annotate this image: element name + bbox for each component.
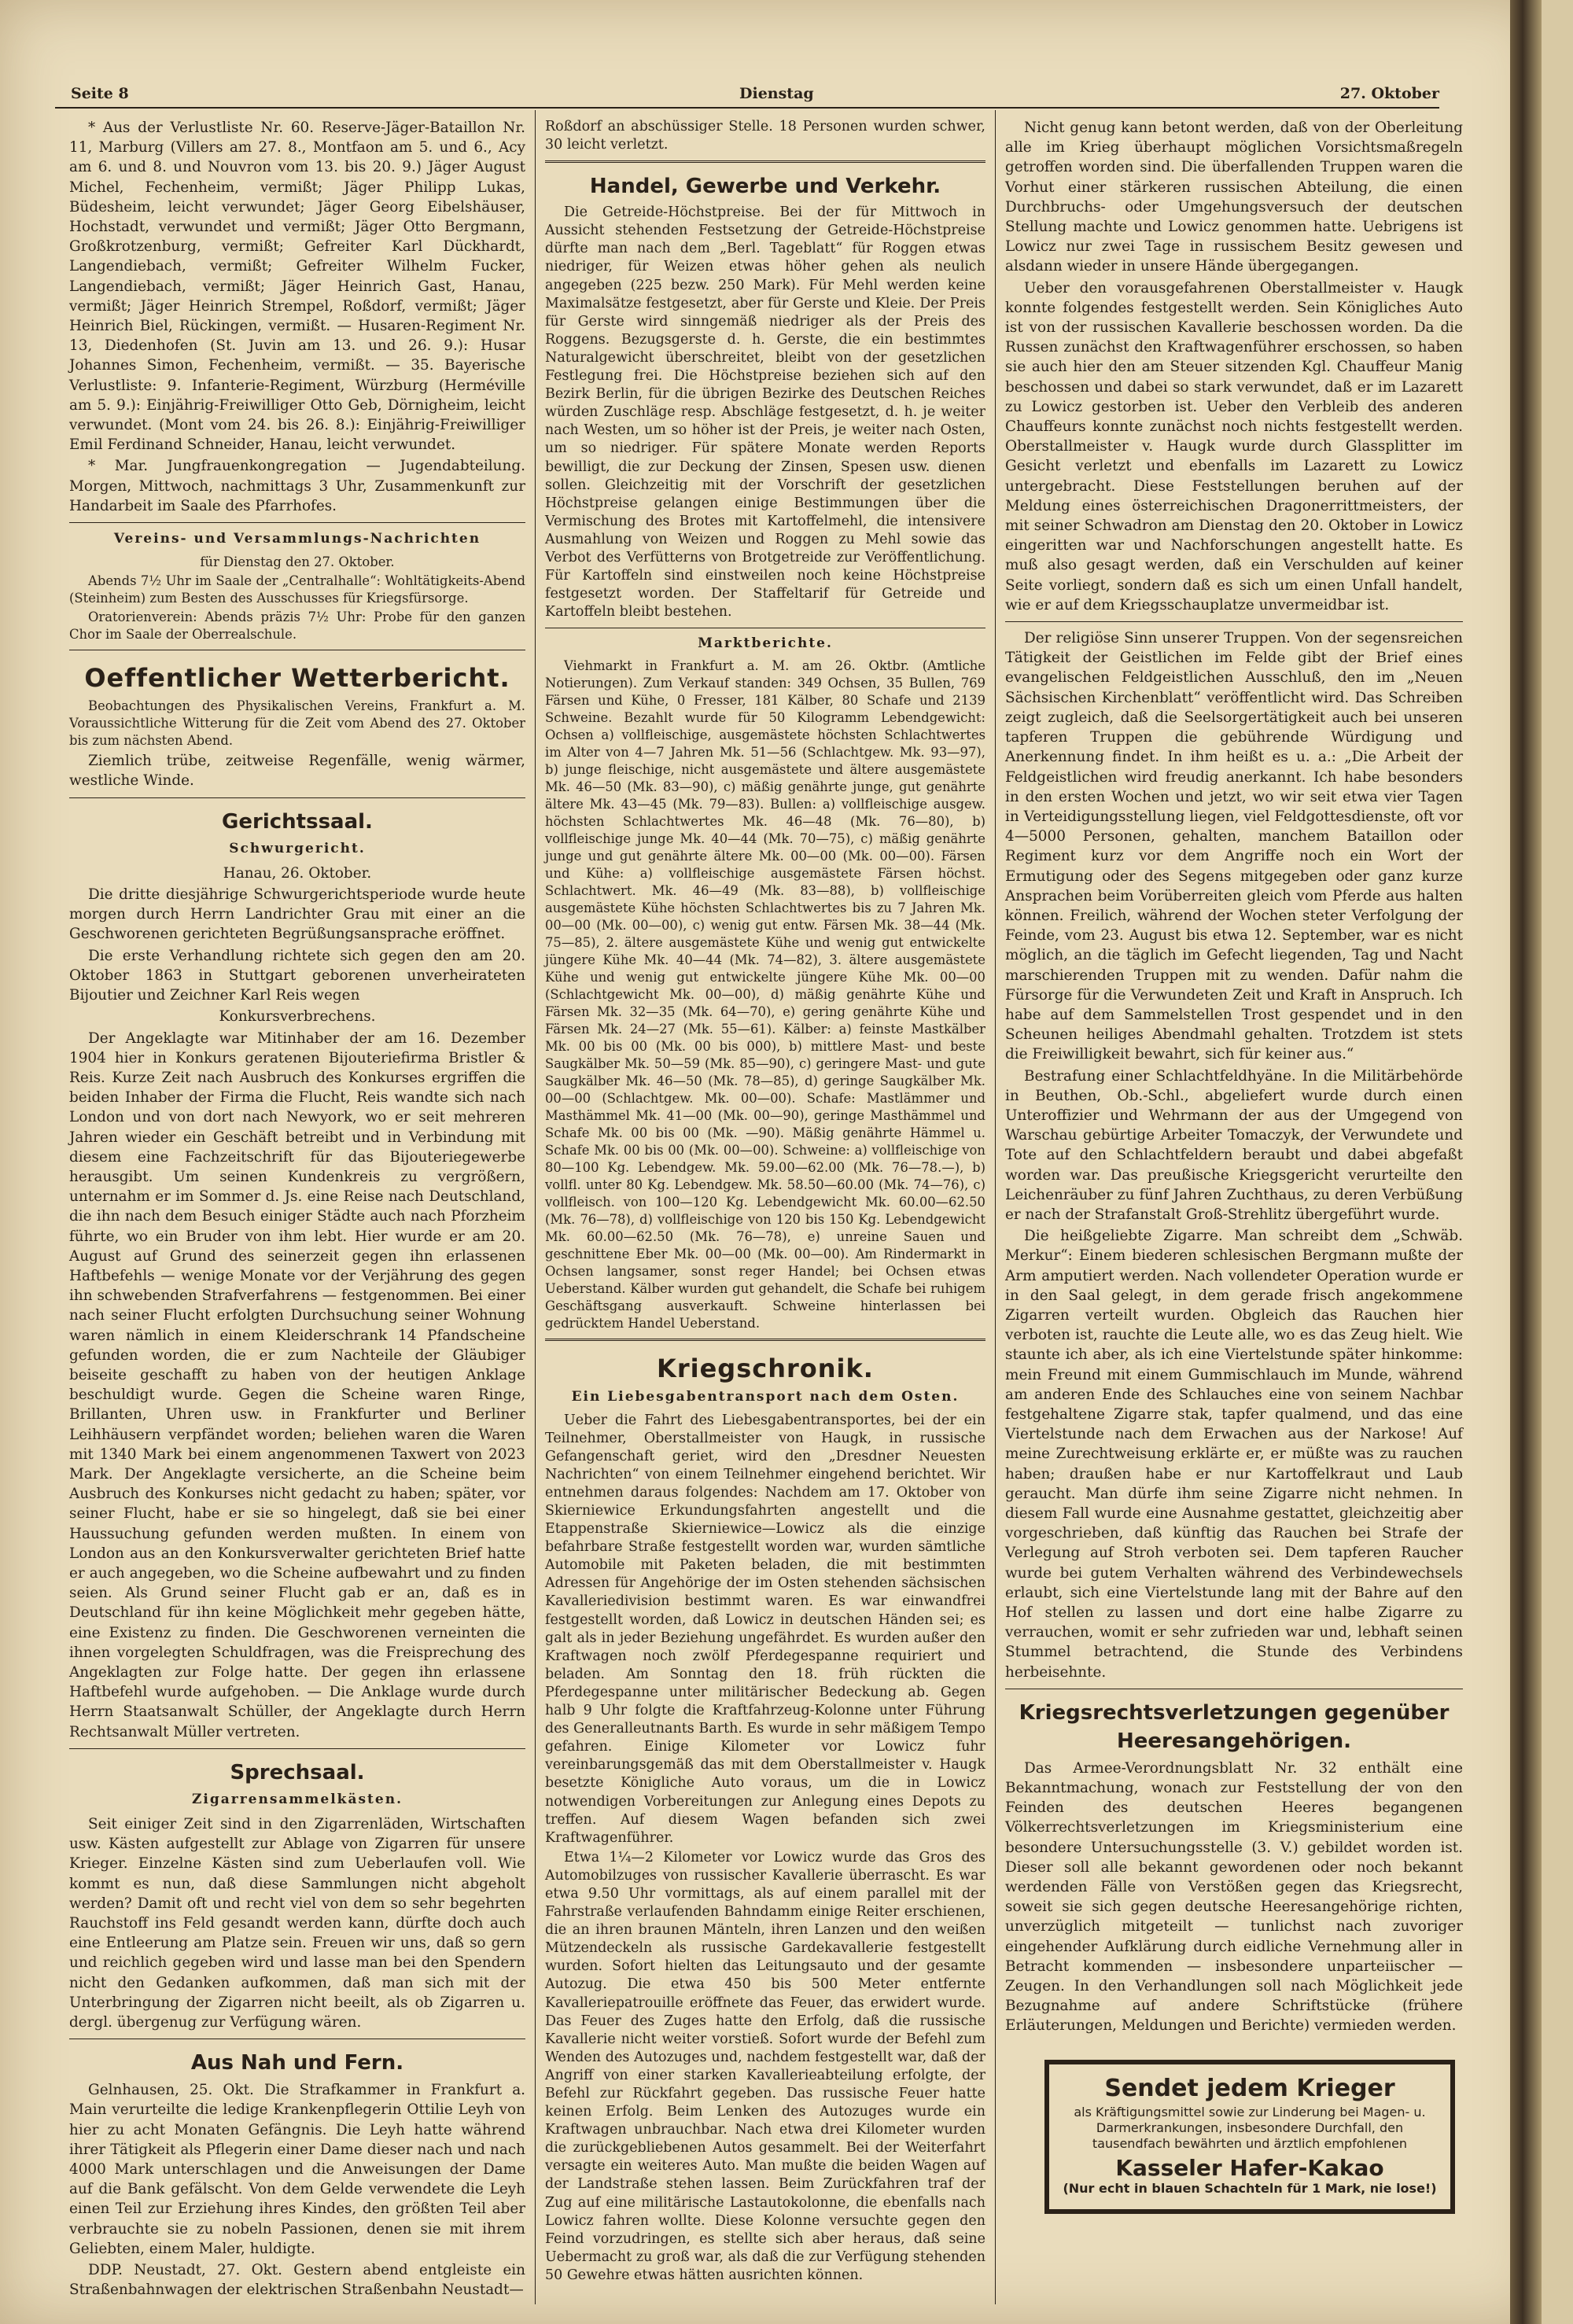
ad-title: Sendet jedem Krieger xyxy=(1104,2074,1395,2102)
gericht-dateline: Hanau, 26. Oktober. xyxy=(223,864,372,882)
column-rule-2 xyxy=(995,110,996,2304)
vereins-item-2: Oratorienverein: Abends präzis 7½ Uhr: Probe für den ganzen Chor im Saale der Oberrealschule. xyxy=(69,610,525,643)
column-2 xyxy=(545,118,985,2286)
gericht-charge: Konkursverbrechens. xyxy=(219,1008,376,1026)
col2-continuation: Roßdorf an abschüssiger Stelle. 18 Personen wurden schwer, 30 leicht verletzt. xyxy=(545,119,985,153)
nah-fern-para-2: DDP. Neustadt, 27. Okt. Gestern abend entgleiste ein Straßenbahnwagen der elektrischen Straßenbahn Neustadt— xyxy=(69,2262,525,2299)
wetter-intro: Beobachtungen des Physikalischen Vereins, Frankfurt a. M. Voraussichtliche Witterung für die Zeit vom Abend des 27. Oktober bis zum nächsten Abend. xyxy=(69,698,525,749)
verlustliste: * Aus der Verlustliste Nr. 60. Reserve-Jäger-Bataillon Nr. 11, Marburg (Villers am 27. 8., Montfaon am 5. und 6., Acy am 6. und 8. und Nouvron vom 13. bis 20. 9.) Jäger August Michel, Fechenheim, vermißt; Jäger Philipp Lukas, Büdesheim, leicht verwundet; Jäger Georg Eibelshäuser, Hochstadt, verwundet und vermißt; Jäger Otto Bergmann, Großkrotzenburg, vermißt; Gefreiter Karl Dückhardt, Langendiebach, vermißt; Gefreiter Wilhelm Fucker, Langendiebach, vermißt; Jäger Heinrich Gast, Hanau, vermißt; Jäger Heinrich Strempel, Roßdorf, vermißt; Jäger Heinrich Biel, Rückingen, vermißt. — Husaren-Regiment Nr. 13, Diedenhofen (St. Juvin am 13. und 26. 9.): Husar Johannes Simon, Fechenheim, vermißt. — 35. Bayerische Verlustliste: 9. Infanterie-Regiment, Würzburg (Herméville am 5. 9.): Einjährig-Freiwilliger Otto Geb, Dörnigheim, leicht verwundet. (Mont vom 24. bis 26. 8.): Einjährig-Freiwilliger Emil Ferdinand Schneider, Hanau, leicht verwundet. xyxy=(69,120,525,454)
column-1 xyxy=(69,118,525,2301)
kongregation-notice: * Mar. Jungfrauenkongregation — Jugendabteilung. Morgen, Mittwoch, nachmittags 3 Uhr, Zusammenkunft zur Handarbeit im Saale des Pfarrhofes. xyxy=(69,458,525,514)
divider xyxy=(69,797,525,798)
col3-continuation-2: Ueber den vorausgefahrenen Oberstallmeister v. Haugk konnte folgendes festgestellt werden. Sein Königliches Auto ist von der russischen Kavallerie beschossen worden. Da die Russen zunächst den Kraftwagenführer erschossen, so haben sie auch hier den am Steuer sitzenden Kgl. Chauffeur Manig beschossen und dabei so stark verwundet, daß er im Lazarett zu Lowicz gestorben ist. Ueber den Verbleib des anderen Chauffeurs konnte zunächst noch nichts festgestellt werden. Oberstallmeister v. Haugk wurde durch Glassplitter im Gesicht verletzt und ebenfalls im Lazarett zu Lowicz untergebracht. Diese Feststellungen beruhen auf der Meldung eines österreichischen Dragonerrittmeisters, der mit seiner Schwadron am Dienstag den 20. Oktober in Lowicz eingeritten war und Nachforschungen angestellt hatte. Es muß also gesagt werden, daß ein Verschulden auf keiner Seite vorliegt, sondern daß es sich um einen Unfall handelt, wie er auf dem Kriegsschauplatze unvermeidbar ist. xyxy=(1005,279,1463,613)
kriegschronik-subtitle: Ein Liebesgabentransport nach dem Osten. xyxy=(571,1389,960,1405)
religioeser-sinn: Der religiöse Sinn unserer Truppen. Von der segensreichen Tätigkeit der Geistlichen im Felde gibt der Brief eines evangelischen Feldgeistlichen Ausschluß, den im „Neuen Sächsischen Kirchenblatt“ veröffentlicht wird. Das Schreiben zeigt zugleich, daß die Seelsorgertätigkeit auch bei unseren tapferen Truppen die gebührende Würdigung und Anerkennung findet. In ihm heißt es u. a.: „Die Arbeit der Feldgeistlichen wird freudig anerkannt. Ich habe besonders in den ersten Wochen und jetzt, wo wir seit etwa vier Tagen in Verteidigungsstellung liegen, viel Feldgottesdienste, oft vor 4—5000 Personen, gehalten, manchem Bataillon oder Regiment kurz vor dem Angriffe noch ein Wort der Ermutigung oder des Segens mitgegeben oder ganz kurze Ansprachen beim Vorüberreiten gleich vom Pferde aus halten können. Freilich, während der Wochen steter Verfolgung der Feinde, vom 23. August bis etwa 12. September, war es nicht möglich, an die täglich im Gefecht liegenden, Tag und Nacht marschierenden Truppen mit zu wenden. Dafür nahm die Fürsorge für die Verwundeten Zeit und Kraft in Anspruch. Ich habe auf dem Sammelstellen Trost gespendet und in den Scheunen heiliges Abendmahl gehalten. Trotzdem ist stets die Freiwilligkeit bewahrt, sich für keiner aus.“ xyxy=(1005,630,1463,1063)
divider xyxy=(545,1339,985,1341)
sprechsaal-subtitle: Zigarrensammelkästen. xyxy=(191,1791,403,1807)
nah-fern-title: Aus Nah und Fern. xyxy=(190,2051,404,2075)
wetter-forecast: Ziemlich trübe, zeitweise Regenfälle, wenig wärmer, westliche Winde. xyxy=(69,753,525,790)
divider xyxy=(69,1748,525,1749)
gericht-para-2: Die erste Verhandlung richtete sich gegen den am 20. Oktober 1863 in Stuttgart geborenen unverheirateten Bijoutier und Zeichner Karl Reis wegen xyxy=(69,947,525,1004)
divider xyxy=(69,522,525,523)
nah-fern-para-1: Gelnhausen, 25. Okt. Die Strafkammer in Frankfurt a. Main verurteilte die ledige Krankenpflegerin Ottilie Leyh von hier zu acht Monaten Gefängnis. Die Leyh hatte während ihrer Tätigkeit als Pflegerin einer Dame dieser nach und nach 4000 Mark unterschlagen und die Anweisungen der Dame auf die Bank gefälscht. Von dem Gelde verwendete die Leyh einen Teil zur Erziehung ihres Kindes, den größten Teil aber verbrauchte sie zu nobeln Passionen, denen sie mit ihrem Geliebten, einem Maler, huldigte. xyxy=(69,2082,525,2257)
kriegsrecht-title: Kriegsrechtsverletzungen gegenüber Heeresangehörigen. xyxy=(1019,1700,1450,1753)
sprechsaal-title: Sprechsaal. xyxy=(230,1760,365,1784)
page-date: 27. Oktober xyxy=(1339,85,1439,102)
gericht-para-3: Der Angeklagte war Mitinhaber der am 16. Dezember 1904 hier in Konkurs geratenen Bijouteriefirma Bristler & Reis. Kurze Zeit nach Ausbruch des Konkurses ergriffen die beiden Inhaber der Firma die Flucht, Reis wandte sich nach London und von dort nach Newyork, wo er seit mehreren Jahren wieder ein Geschäft betreibt und in Verbindung mit diesem eine Fachzeitschrift für das Bijouteriegewerbe herausgibt. Um seinen Kundenkreis zu vergrößern, unternahm er im Sommer d. Js. eine Reise nach Deutschland, die ihn nach dem Besuch einiger Städte auch nach Pforzheim führte, wo ein Bruder von ihm lebt. Hier wurde er am 20. August auf Grund des seinerzeit gegen ihn erlassenen Haftbefehls — wenige Monate vor der Verjährung des gegen ihn schwebenden Strafverfahrens — festgenommen. Bei einer nach seiner Flucht erfolgten Durchsuchung seiner Wohnung waren nämlich in einem Kleiderschrank 14 Pfandscheine gefunden worden, die er zum Nachteile der Gläubiger beiseite geschafft zu haben von der heutigen Anklage beschuldigt wurde. Gegen die Scheine waren Ringe, Brillanten, Uhren usw. in Frankfurter und Berliner Leihhäusern verpfändet worden; beliehen waren die Waren mit 1340 Mark bei einem angenommenen Taxwert von 2023 Mark. Der Angeklagte versicherte, an die Scheine beim Ausbruch des Konkurses nicht gedacht zu haben; später, vor seiner Flucht, habe er sie so hingelegt, daß sie bei einer Haussuchung gefunden werden mußten. In einem von London aus an den Konkursverwalter gerichteten Brief hatte er auch angegeben, wo die Scheine aufbewahrt und zu finden seien. Als Grund seiner Flucht gab er an, daß es in Deutschland für ihn keine Möglichkeit mehr gegeben hätte, eine Existenz zu finden. Die Geschworenen verneinten die ihnen vorgelegten Schuldfragen, was die Freisprechung des Angeklagten zur Folge hatte. Der gegen ihn erlassene Haftbefehl wurde aufgehoben. — Die Anklage wurde durch Herrn Staatsanwalt Schüller, der Angeklagte durch Herrn Rechtsanwalt Müller vertreten. xyxy=(69,1029,525,1740)
gericht-para-1: Die dritte diesjährige Schwurgerichtsperiode wurde heute morgen durch Herrn Landrichter Grau mit einer an die Geschworenen gerichteten Begrüßungsansprache eröffnet. xyxy=(69,886,525,943)
page-edge-shadow xyxy=(1510,0,1542,2324)
ad-brand: Kasseler Hafer-Kakao xyxy=(1115,2154,1384,2181)
handel-title: Handel, Gewerbe und Verkehr. xyxy=(589,175,941,199)
divider xyxy=(1005,621,1463,622)
col3-continuation-1: Nicht genug kann betont werden, daß von der Oberleitung alle im Krieg überhaupt möglichen Vorsichtsmaßregeln getroffen worden sind. Die überfallenden Truppen waren die Vorhut einer stärkeren russischen Abteilung, die einen Durchbruchs- oder Umgehungsversuch der deutschen Stellung machte und Lowicz genommen hatte. Uebrigens ist Lowicz nur zwei Tage in russischem Besitz gewesen und alsdann wieder in unsere Hände übergegangen. xyxy=(1005,120,1463,275)
kriegschronik-para-2: Etwa 1¼—2 Kilometer vor Lowicz wurde das Gros des Automobilzuges von russischer Kavallerie überrascht. Es war etwa 9.50 Uhr vormittags, als auf einem parallel mit der Fahrstraße verlaufenden Bahndamm einige Reiter erschienen, die an ihren braunen Mänteln, ihren Lanzen und den weißen Mützendeckeln als russische Gardekavallerie festgestellt wurden. Sofort hielten das Leitungsauto und der gesamte Autozug. Die etwa 450 bis 500 Meter entfernte Kavalleriepatrouille eröffnete das Feuer, das erwidert wurde. Das Feuer des Zuges hatte den Erfolg, daß die russische Kavallerie nicht weiter vorstieß. Sofort wurde der Befehl zum Wenden des Autozuges und, nachdem festgestellt war, daß der Angriff von einer starken Kavallerieabteilung erfolgte, der Befehl zur Rückfahrt gegeben. Das russische Feuer hatte keinen Erfolg. Beim Lenken des Autozuges wurde ein Kraftwagen unbrauchbar. Nach etwa drei Kilometer wurden die zurückgebliebenen Autos gesammelt. Bei der Weiterfahrt versagte ein weiteres Auto. Man mußte die beiden Wagen auf der Landstraße stehen lassen. Beim Zurückfahren traf der Zug auf eine militärische Lastautokolonne, die ebenfalls nach Lowicz fahren wollte. Diese Kolonne versuchte gegen den Feind vorzudringen, es stellte sich aber heraus, daß seine Uebermacht zu groß war, als daß die zur Verfügung stehenden 50 Gewehre etwas hätten ausrichten können. xyxy=(545,1849,985,2283)
ad-note: (Nur echt in blauen Schachteln für 1 Mark, nie lose!) xyxy=(1063,2181,1437,2197)
vereins-item-1: Abends 7½ Uhr im Saale der „Centralhalle“: Wohltätigkeits-Abend (Steinheim) zum Besten des Ausschusses für Kriegsfürsorge. xyxy=(69,573,525,606)
kriegsrecht-para: Das Armee-Verordnungsblatt Nr. 32 enthält eine Bekanntmachung, wonach zur Feststellung der von den Feinden des deutschen Heeres begangenen Völkerrechtsverletzungen im Kriegsministerium eine besondere Untersuchungsstelle (3. V.) gebildet worden ist. Dieser soll alle bekannt gewordenen oder noch bekannt werdenden Fälle von Verstößen gegen das Kriegsrecht, soweit sie sich gegen deutsche Heeresangehörige richten, unverzüglich mitgeteilt — tunlichst nach zuvoriger eingehender Aufklärung durch eidliche Vernehmung aller in Betracht kommenden — insbesondere unparteiischer — Zeugen. In den Verhandlungen soll nach Möglichkeit jede Bezugnahme auf andere Schriftstücke (frühere Erläuterungen, Meldungen und Berichte) vermieden werden. xyxy=(1005,1759,1463,2035)
handel-para: Die Getreide-Höchstpreise. Bei der für Mittwoch in Aussicht stehenden Festsetzung der Getreide-Höchstpreise dürfte man nach dem „Berl. Tageblatt“ für Roggen etwas niedriger, für Weizen etwas höher gehen als neulich angegeben (225 bezw. 250 Mark). Für Mehl werden keine Maximalsätze festgesetzt, aber für Gerste und Kleie. Der Preis für Gerste wird sinngemäß niedriger als der Preis des Roggens. Bezugsgerste d. h. Gerste, die ein bestimmtes Naturalgewicht überschreitet, bleibt von der gesetzlichen Festlegung frei. Die Höchstpreise beziehen sich auf den Bezirk Berlin, für die übrigen Bezirke des Deutschen Reiches würden Zuschläge resp. Abschläge festgesetzt, d. h. je weiter nach Westen, um so höher ist der Preis, je weiter nach Osten, um so niedriger. Für spätere Monate werden Reports bewilligt, die zur Deckung der Zinsen, Spesen usw. dienen sollen. Gleichzeitig mit der Vorschrift der gesetzlichen Höchstpreise gelangen einige Bestimmungen über die Vermischung des Brotes mit Kartoffelmehl, die intensivere Ausmahlung von Weizen und Roggen zu Mehl sowie das Verbot des Verfütterns von Brotgetreide zur Veröffentlichung. Für Kartoffeln sind einstweilen noch keine Höchstpreise festgesetzt worden. Der Staffeltarif für Getreide und Kartoffeln bleibt bestehen. xyxy=(545,204,985,621)
markt-para: Viehmarkt in Frankfurt a. M. am 26. Oktbr. (Amtliche Notierungen). Zum Verkauf standen: 349 Ochsen, 35 Bullen, 769 Färsen und Kühe, 0 Fresser, 181 Kälber, 80 Schafe und 2139 Schweine. Bezahlt wurde für 50 Kilogramm Lebendgewicht: Ochsen a) vollfleischige, ausgemästete höchsten Schlachtwertes im Alter von 4—7 Jahren Mk. 51—56 (Schlachtgew. Mk. 93—97), b) junge fleischige, nicht ausgemästete und ältere ausgemästete Mk. 46—50 (Mk. 83—90), c) mäßig genährte junge, gut genährte ältere Mk. 43—45 (Mk. 79—83). Bullen: a) vollfleischige ausgew. höchsten Schlachtwertes Mk. 46—48 (Mk. 76—80), b) vollfleischige junge Mk. 40—44 (Mk. 70—75), c) mäßig genährte junge und gut genährte ältere Mk. 00—00 (Mk. 00—00). Färsen und Kühe: a) vollfleischige ausgemästete Färsen höchst. Schlachtwert. Mk. 46—49 (Mk. 83—88), b) vollfleischige ausgemästete Kühe höchsten Schlachtwertes bis zu 7 Jahren Mk. 00—00 (Mk. 00—00), c) wenig gut entw. Färsen Mk. 38—44 (Mk. 75—85), 2. ältere ausgemästete Kühe und wenig gut entwickelte jüngere Kühe Mk. 40—44 (Mk. 74—82), 3. ältere ausgemästete Kühe und wenig gut entwickelte jüngere Kühe Mk. 00—00 (Schlachtgewicht Mk. 00—00), d) mäßig genährte Kühe und Färsen Mk. 32—35 (Mk. 64—70), e) gering genährte Kühe und Färsen Mk. 24—27 (Mk. 55—61). Kälber: a) feinste Mastkälber Mk. 00 bis 00 (Mk. 00 bis 000), b) mittlere Mast- und beste Saugkälber Mk. 50—59 (Mk. 85—90), c) geringere Mast- und gute Saugkälber Mk. 46—50 (Mk. 78—85), d) geringe Saugkälber Mk. 00—00 (Schlachtgew. Mk. 00—00). Schafe: Mastlämmer und Masthämmel Mk. 41—00 (Mk. 00—90), geringe Masthämmel und Schafe Mk. 00 bis 00 (Mk. —90). Mäßig genährte Hämmel u. Schafe Mk. 00 bis 00 (Mk. 00—00). Schweine: a) vollfleischige von 80—100 Kg. Lebendgew. Mk. 59.00—62.00 (Mk. 76—78.—), b) vollfl. unter 80 Kg. Lebendgew. Mk. 58.50—60.00 (Mk. 74—76), c) vollfleisch. von 100—120 Kg. Lebendgewicht Mk. 60.00—62.50 (Mk. 76—78), d) vollfleischige von 120 bis 150 Kg. Lebendgewicht Mk. 60.00—62.50 (Mk. 76—78), e) unreine Sauen und geschnittene Eber Mk. 00—00 (Mk. 00—00). Am Rindermarkt in Ochsen langsamer, sonst reger Handel; bei Ochsen etwas Ueberstand. Kälber wurden gut gehandelt, die Schafe bei ruhigem Geschäftsgang ausverkauft. Schweine hinterlassen bei gedrücktem Handel Ueberstand. xyxy=(545,658,985,1331)
markt-title: Marktberichte. xyxy=(698,635,833,652)
vereins-date: für Dienstag den 27. Oktober. xyxy=(200,554,395,570)
wetter-title: Oeffentlicher Wetterbericht. xyxy=(84,663,510,694)
bestrafung: Bestrafung einer Schlachtfeldhyäne. In die Militärbehörde in Beuthen, Ob.-Schl., abgeliefert wurde durch einen Unteroffizier und Wehrmann der aus der Umgegend von Warschau gebürtige Arbeiter Tomaczyk, der Verwundete und Tote auf den Schlachtfeldern beraubt und dabei abgefaßt worden war. Das preußische Kriegsgericht verurteilte den Leichenräuber zu fünf Jahren Zuchthaus, zu deren Verbüßung er nach der Strafanstalt Groß-Strehlitz übergeführt wurde. xyxy=(1005,1067,1463,1223)
gericht-subtitle: Schwurgericht. xyxy=(229,840,366,856)
zigarre: Die heißgeliebte Zigarre. Man schreibt dem „Schwäb. Merkur“: Einem biederen schlesischen Bergmann mußte der Arm amputiert werden. Nach vollendeter Operation wurde er in den Saal gelegt, in dem gerade frisch angekommene Zigarren verteilt wurden. Obgleich das Rauchen hier verboten ist, rauchte die Leute alle, wo es das Zeug hielt. Wie staunte ich aber, als ich eine Viertelstunde später hinkomme: mein Freund mit einem Gummischlauch im Munde, während am anderen Ende des Schlauches eine von seinem Nachbar festgehaltene Zigarre stak, tapfer qualmend, und das eine Viertelstunde nach dem Erwachen aus der Narkose! Auf meine Zurechtweisung erklärte er, er müßte was zu rauchen haben; draußen habe er nur Kartoffelkraut und Laub geraucht. Man dürfe ihm seine Zigarre nicht nehmen. In diesem Fall wurde eine Ausnahme gestattet, gleichzeitig aber vorgeschrieben, daß künftig das Rauchen bei Strafe der Verlegung auf Stroh verboten sei. Dem tapferen Raucher wurde bei gutem Verhalten während des Verbindewechsels erlaubt, sich eine Viertelstunde lang mit der Bahre auf den Hof stellen zu lassen und dort eine halbe Zigarre zu verrauchen, womit er sehr zufrieden war und, lebhaft seinen Stummel betrachtend, die Stunde des Verbindens herbeisehnte. xyxy=(1005,1228,1463,1681)
vereins-title: Vereins- und Versammlungs-Nachrichten xyxy=(113,531,481,547)
gericht-title: Gerichtssaal. xyxy=(222,809,373,834)
kriegschronik-para-1: Ueber die Fahrt des Liebesgabentransportes, bei der ein Teilnehmer, Oberstallmeister von Haugk, in russische Gefangenschaft geriet, wird den „Dresdner Neuesten Nachrichten“ von einem Teilnehmer eingehend berichtet. Wir entnehmen daraus folgendes: Nachdem am 17. Oktober von Skierniewice Erkundungsfahrten angestellt und die Etappenstraße Skierniewice—Lowicz als die einzige befahrbare Straße festgestellt worden war, wurden sämtliche Automobile mit Paketen beladen, die mit bestimmten Adressen für Angehörige der im Osten stehenden sächsischen Kavalleriedivision bestimmt waren. Es war einwandfrei festgestellt worden, daß Lowicz in deutschen Händen sei; es galt als in jeder Beziehung ungefährdet. Es wurden außer den Kraftwagen noch zwölf Pferdegespanne requiriert und beladen. Am Sonntag den 18. früh rückten die Pferdegespanne unter militärischer Bedeckung ab. Gegen halb 9 Uhr folgte die Kraftfahrzeug-Kolonne unter Führung des Generalleutnants Barth. Es wurde in sehr mäßigem Tempo gefahren. Einige Kilometer vor Lowicz fuhr vereinbarungsgemäß das mit dem Oberstallmeister v. Haugk besetzte Königliche Auto voraus, um die in Lowicz notwendigen Vorbereitungen zur Anlegung eines Depots zu treffen. Auf diesem Wagen befanden sich zwei Kraftwagenführer. xyxy=(545,1412,985,1846)
kakao-advertisement xyxy=(1044,2060,1455,2214)
column-rule-1 xyxy=(535,110,536,2304)
page-weekday: Dienstag xyxy=(739,85,814,102)
column-3 xyxy=(1005,118,1463,2214)
sprechsaal-para: Seit einiger Zeit sind in den Zigarrenläden, Wirtschaften usw. Kästen aufgestellt zur Ablage von Zigarren für unsere Krieger. Einzelne Kästen sind zum Ueberlaufen voll. Wie kommt es nun, daß diese Sammlungen nicht abgeholt werden? Damit oft und recht viel von dem so sehr begehrten Rauchstoff ins Feld gesandt werden kann, dürfte doch auch eine Entleerung am Platze sein. Freuen wir uns, daß so gern und reichlich gegeben wird und lasse man bei den Spendern nicht den Gedanken aufkommen, daß man sich mit der Unterbringung der Zigarren nicht beeilt, als ob Zigarren u. dergl. übergenug zur Verfügung wären. xyxy=(69,1816,525,2031)
divider xyxy=(545,160,985,163)
ad-text: als Kräftigungsmittel sowie zur Linderung bei Magen- u. Darmerkrankungen, insbesondere Durchfall, den tausendfach bewährten und ärztlich empfohlenen xyxy=(1074,2104,1426,2151)
header-rule xyxy=(55,107,1439,109)
kriegschronik-title: Kriegschronik. xyxy=(657,1354,874,1384)
page-number: Seite 8 xyxy=(71,85,129,102)
